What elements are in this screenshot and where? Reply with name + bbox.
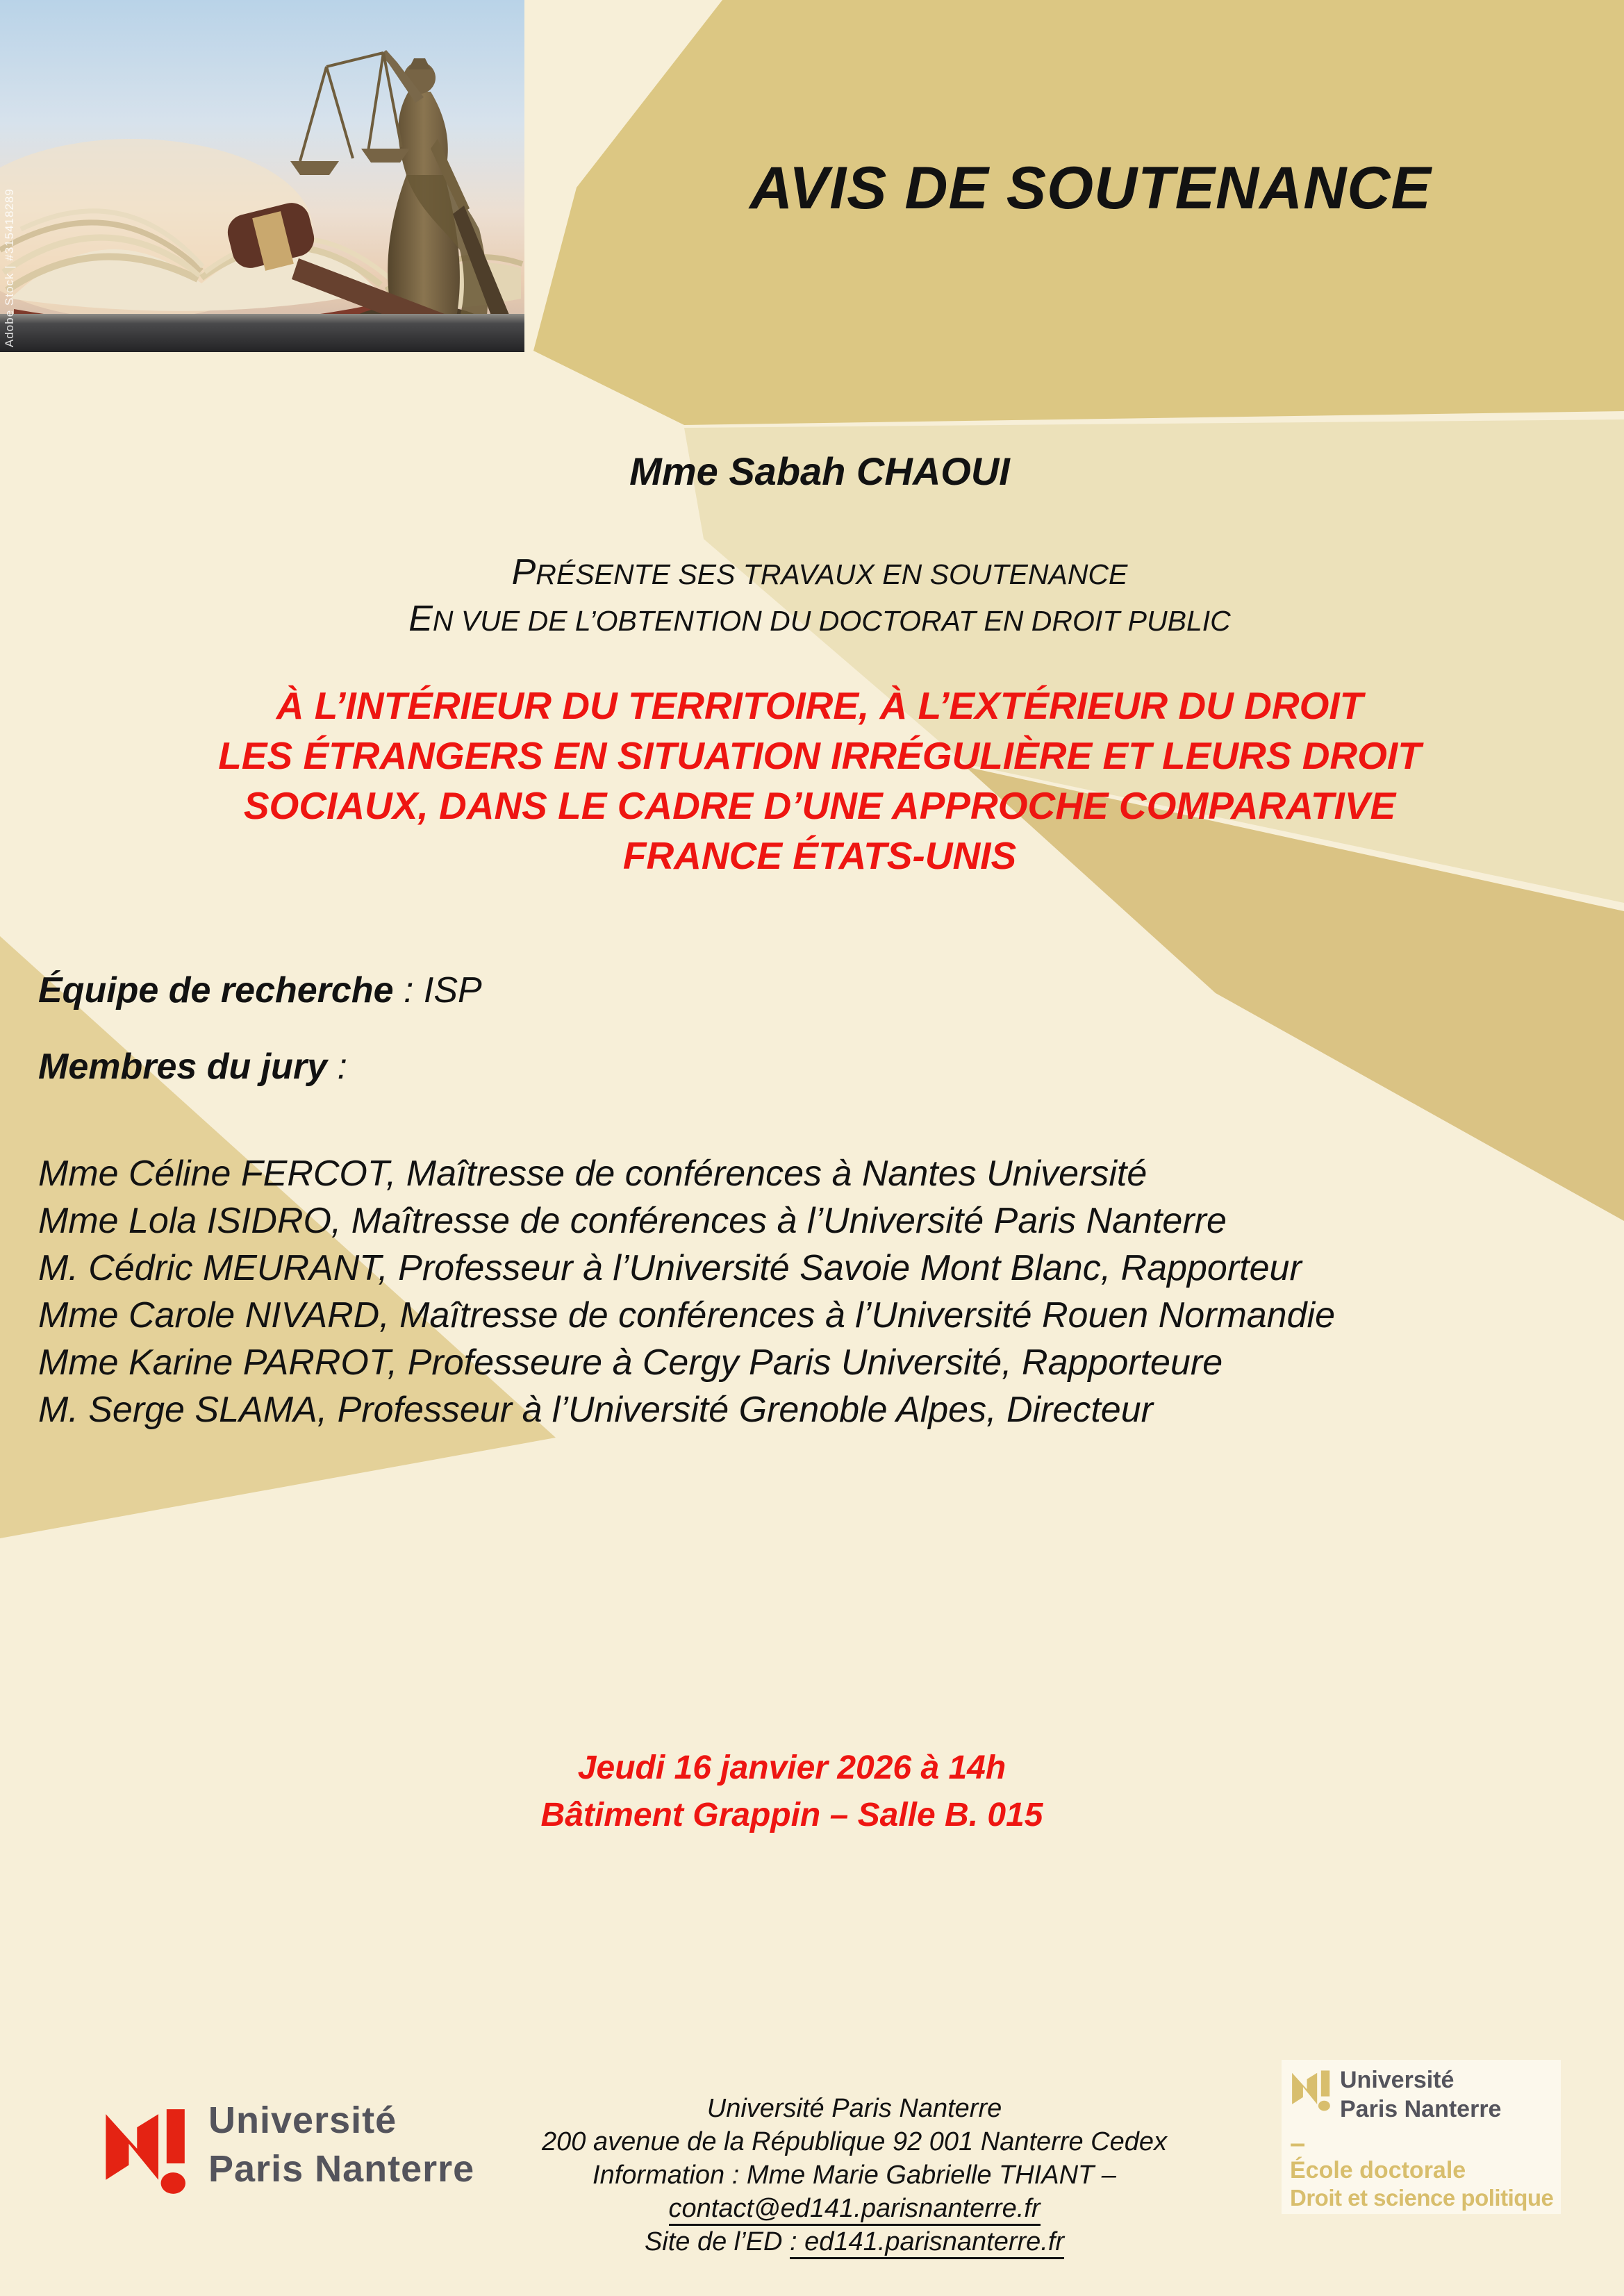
upn-logo xyxy=(104,2099,521,2203)
jury-member: Mme Céline FERCOT, Maîtresse de conférences à Nantes Université xyxy=(38,1154,1147,1194)
footer-org: Université Paris Nanterre xyxy=(706,2094,1002,2123)
defense-datetime: Jeudi 16 janvier 2026 à 14h xyxy=(577,1749,1006,1786)
jury-member: M. Serge SLAMA, Professeur à l’Université Grenoble Alpes, Directeur xyxy=(38,1390,1153,1430)
intro-line-obtention: EN VUE DE L’OBTENTION DU DOCTORAT EN DROIT PUBLIC xyxy=(408,599,1231,639)
ed-logo-school-line2: Droit et science politique xyxy=(1290,2185,1554,2211)
jury-member: M. Cédric MEURANT, Professeur à l’Université Savoie Mont Blanc, Rapporteur xyxy=(38,1248,1302,1288)
email-link[interactable]: contact@ed141.parisnanterre.fr xyxy=(669,2194,1041,2226)
thesis-title xyxy=(21,681,1618,881)
thesis-title-line: LES ÉTRANGERS EN SITUATION IRRÉGULIÈRE ET LEURS DROIT xyxy=(218,734,1421,777)
granite-base xyxy=(0,314,524,352)
footer-site-line xyxy=(368,2225,1341,2258)
candidate-name: Mme Sabah CHAOUI xyxy=(629,449,1010,493)
jury-member: Mme Karine PARROT, Professeure à Cergy Paris Université, Rapporteure xyxy=(38,1342,1223,1383)
ed-logo-univ-line2: Paris Nanterre xyxy=(1340,2096,1502,2122)
footer-info: Information : Mme Marie Gabrielle THIANT – xyxy=(593,2161,1116,2190)
ed-logo-dash: – xyxy=(1290,2128,1306,2158)
thesis-title-line: FRANCE ÉTATS-UNIS xyxy=(622,834,1017,877)
jury-member-list xyxy=(38,1150,1335,1433)
defense-date-block xyxy=(14,1745,1570,1839)
ed-logo-school-line1: École doctorale xyxy=(1290,2157,1466,2183)
footer-address: 200 avenue de la République 92 001 Nanterre Cedex xyxy=(542,2127,1167,2156)
jury-heading xyxy=(38,1046,347,1088)
upn-logo-text-line2: Paris Nanterre xyxy=(208,2148,475,2190)
research-team-value: ISP xyxy=(423,970,482,1010)
intro-lines xyxy=(21,550,1618,643)
jury-member: Mme Lola ISIDRO, Maîtresse de conférences à l’Université Paris Nanterre xyxy=(38,1201,1227,1241)
research-team-separator: : xyxy=(393,970,424,1010)
site-label: Site de l’ED xyxy=(644,2227,790,2256)
thesis-title-line: SOCIAUX, DANS LE CADRE D’UNE APPROCHE COMPARATIVE xyxy=(243,784,1396,827)
justice-scales-photo xyxy=(0,0,524,352)
research-team-line xyxy=(38,970,482,1011)
justice-photo-illustration xyxy=(0,0,524,352)
jury-member: Mme Carole NIVARD, Maîtresse de conférences à l’Université Rouen Normandie xyxy=(38,1295,1335,1336)
jury-heading-colon: : xyxy=(327,1047,348,1087)
page-title: AVIS DE SOUTENANCE xyxy=(749,155,1432,222)
upn-logo-text-line1: Université xyxy=(208,2099,397,2141)
ecole-doctorale-logo xyxy=(1282,2060,1561,2214)
upn-logo-n-mark xyxy=(104,2104,194,2195)
stock-watermark: Adobe Stock | #315418289 xyxy=(3,188,16,347)
defense-location: Bâtiment Grappin – Salle B. 015 xyxy=(540,1797,1043,1833)
ed-logo-univ-line1: Université xyxy=(1340,2067,1455,2093)
ed-logo-n-mark xyxy=(1291,2068,1334,2111)
jury-heading-label: Membres du jury xyxy=(38,1047,328,1087)
research-team-label: Équipe de recherche xyxy=(38,970,394,1010)
thesis-title-line: À L’INTÉRIEUR DU TERRITOIRE, À L’EXTÉRIEUR DU DROIT xyxy=(276,684,1364,727)
intro-line-presente: PRÉSENTE SES TRAVAUX EN SOUTENANCE xyxy=(511,552,1128,592)
site-link[interactable]: : ed141.parisnanterre.fr xyxy=(790,2227,1064,2259)
